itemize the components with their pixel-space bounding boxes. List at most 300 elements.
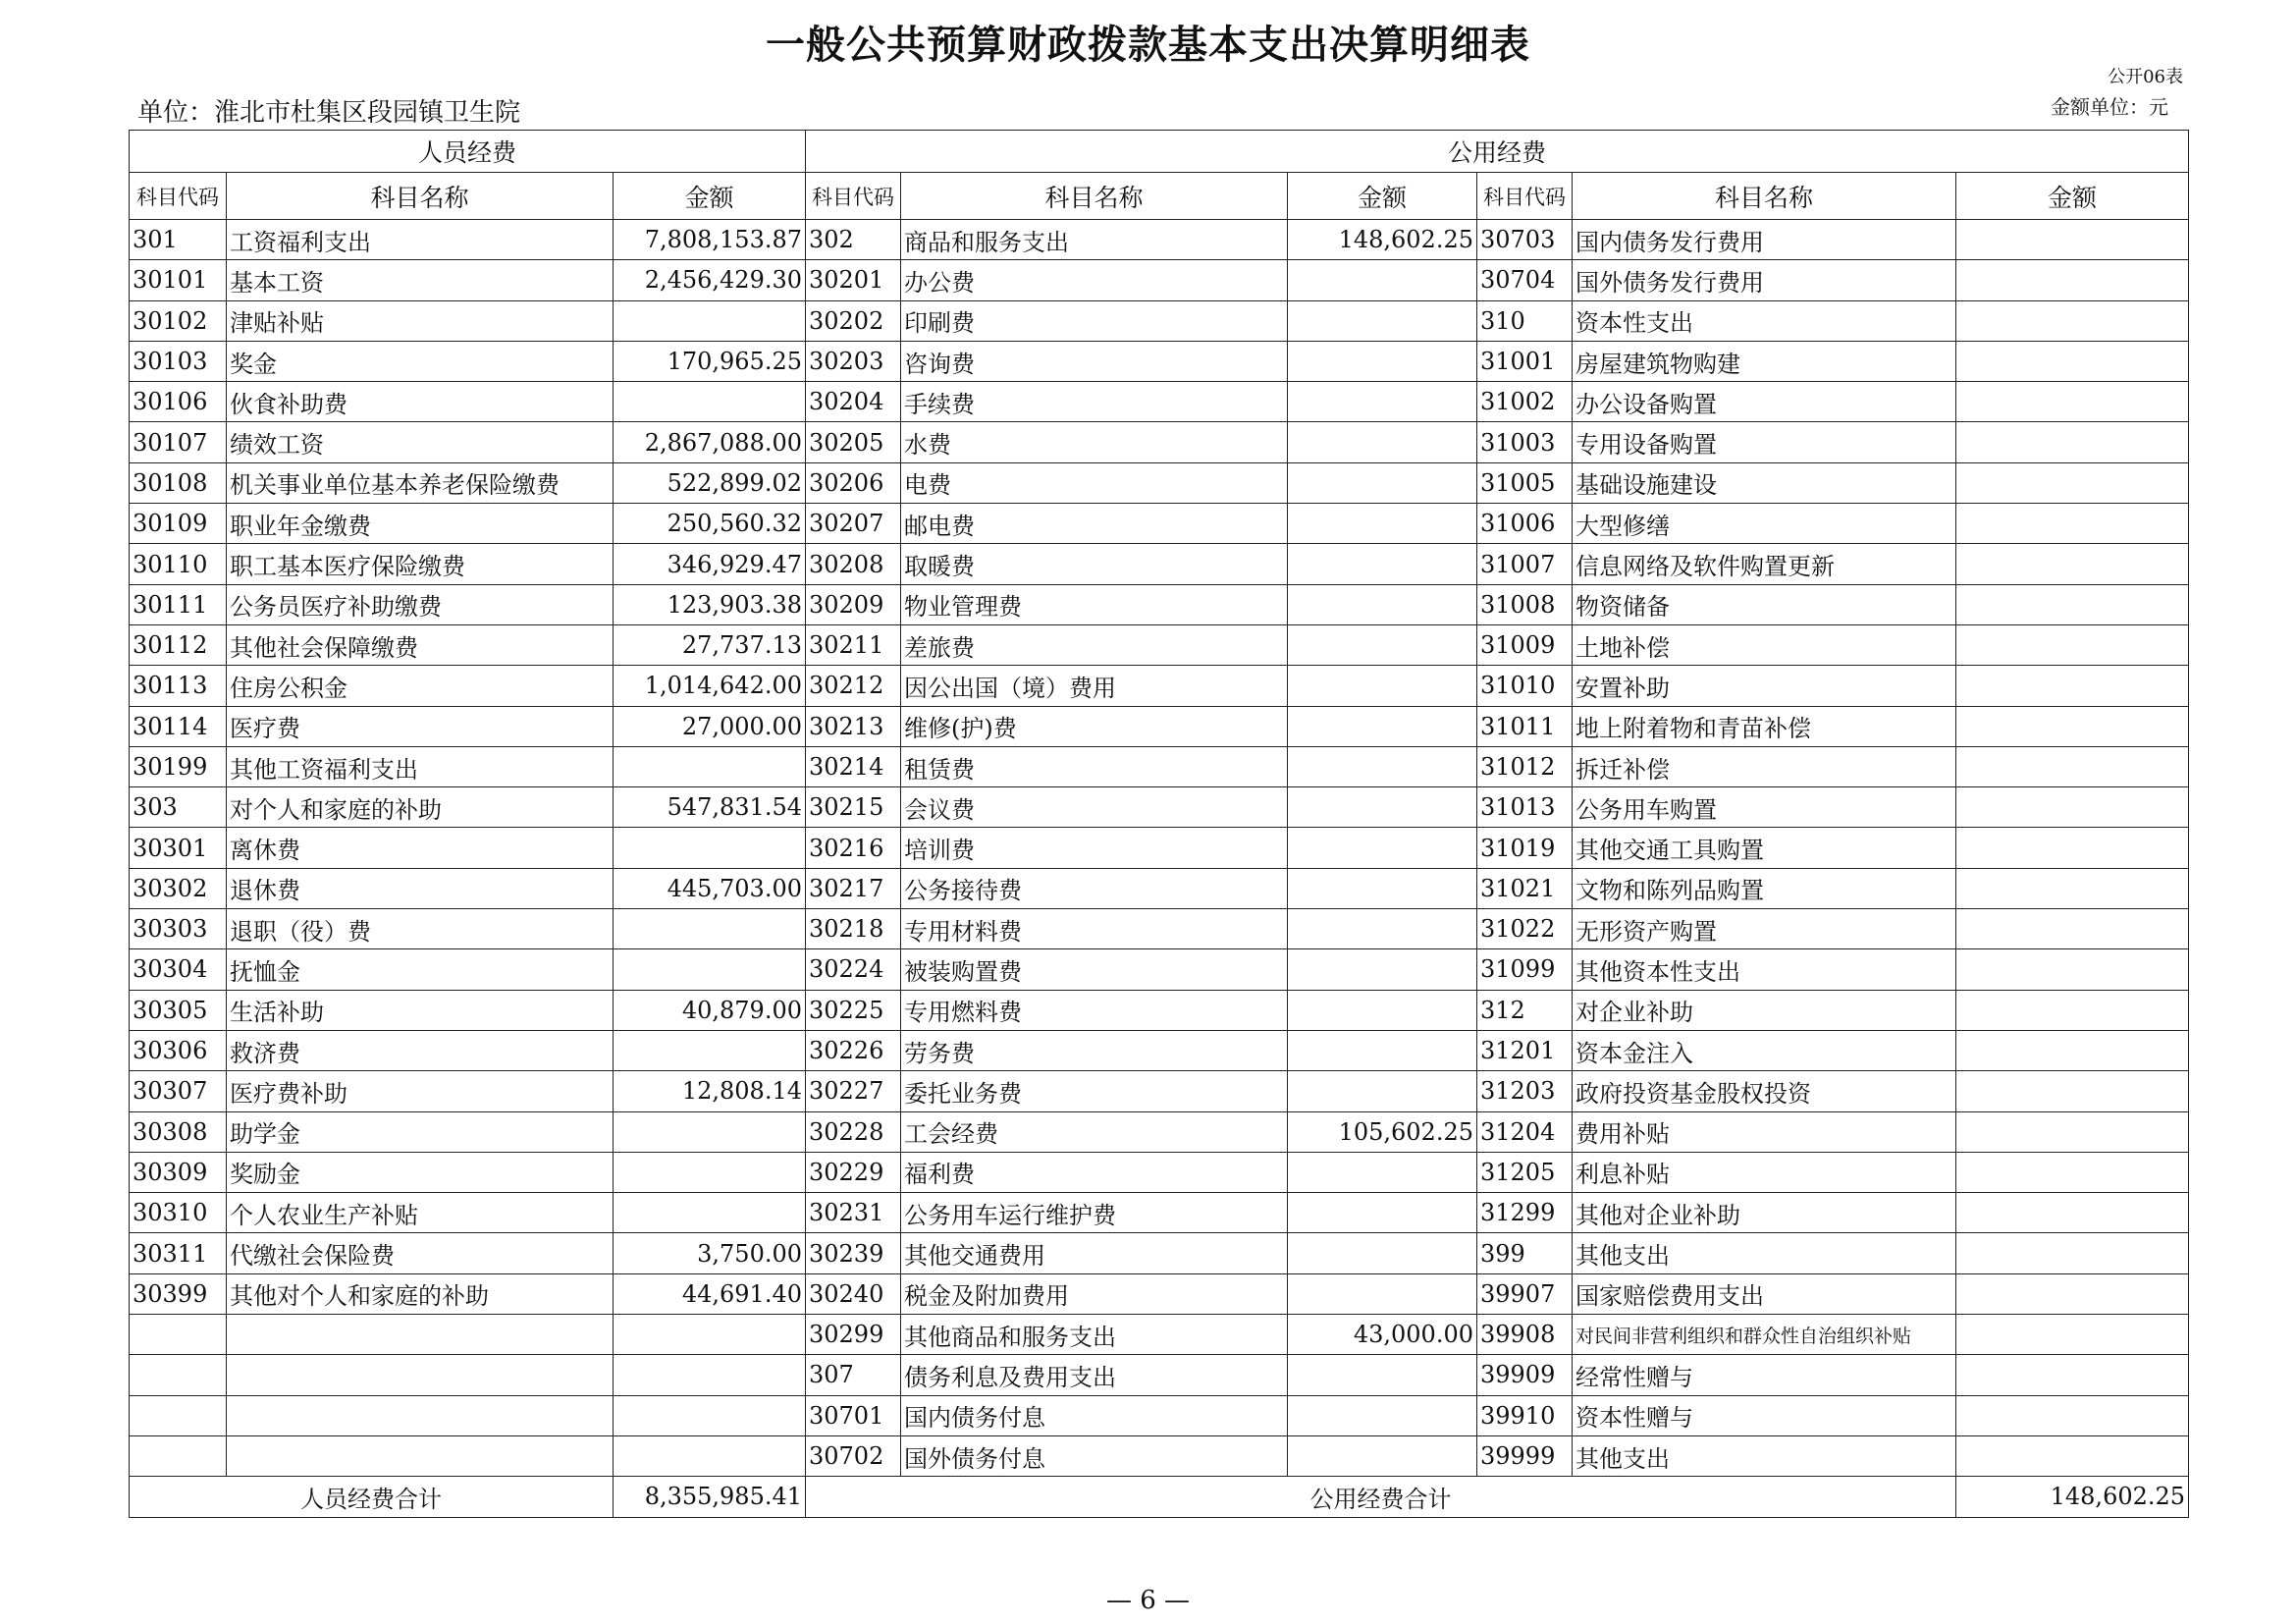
public-amount-cell — [1288, 990, 1477, 1030]
column-header-name: 科目名称 — [1573, 173, 1956, 220]
public-group-header: 公用经费 — [806, 131, 2189, 173]
public-name-cell: 其他交通费用 — [901, 1233, 1288, 1273]
public-code-cell: 31003 — [1477, 422, 1573, 462]
public-name-cell: 其他支出 — [1573, 1233, 1956, 1273]
personnel-code-cell: 30111 — [130, 584, 227, 624]
personnel-name-cell: 抚恤金 — [227, 949, 614, 990]
public-amount-cell — [1288, 1435, 1477, 1476]
table-row — [130, 300, 2189, 341]
personnel-code-cell — [130, 1315, 227, 1355]
public-amount-cell — [1288, 260, 1477, 300]
public-amount-cell — [1956, 868, 2189, 908]
personnel-name-cell: 对个人和家庭的补助 — [227, 787, 614, 828]
public-code-cell: 30299 — [806, 1315, 901, 1355]
public-amount-cell — [1956, 1315, 2189, 1355]
public-code-cell: 30240 — [806, 1273, 901, 1314]
personnel-name-cell: 助学金 — [227, 1111, 614, 1152]
public-amount-cell — [1288, 584, 1477, 624]
public-code-cell: 30203 — [806, 341, 901, 381]
public-code-cell: 30207 — [806, 504, 901, 544]
public-name-cell: 租赁费 — [901, 746, 1288, 786]
public-code-cell: 30231 — [806, 1193, 901, 1233]
public-name-cell: 维修(护)费 — [901, 706, 1288, 746]
public-code-cell: 30701 — [806, 1395, 901, 1435]
public-name-cell: 办公设备购置 — [1573, 382, 1956, 422]
personnel-amount-cell: 2,456,429.30 — [614, 260, 806, 300]
personnel-amount-cell — [614, 909, 806, 949]
table-row — [130, 1111, 2189, 1152]
table-row — [130, 1152, 2189, 1192]
public-amount-cell — [1956, 260, 2189, 300]
personnel-code-cell: 303 — [130, 787, 227, 828]
public-code-cell: 307 — [806, 1355, 901, 1395]
public-code-cell: 39999 — [1477, 1435, 1573, 1476]
public-name-cell: 资本性赠与 — [1573, 1395, 1956, 1435]
personnel-amount-cell: 445,703.00 — [614, 868, 806, 908]
table-row — [130, 1315, 2189, 1355]
report-title: 一般公共预算财政拨款基本支出决算明细表 — [766, 23, 1530, 68]
public-amount-cell: 43,000.00 — [1288, 1315, 1477, 1355]
public-code-cell: 31002 — [1477, 382, 1573, 422]
public-code-cell: 30201 — [806, 260, 901, 300]
public-code-cell: 30206 — [806, 462, 901, 503]
public-amount-cell — [1288, 1355, 1477, 1395]
personnel-amount-cell — [614, 1395, 806, 1435]
table-row — [130, 1435, 2189, 1476]
public-amount-cell — [1956, 1355, 2189, 1395]
table-row — [130, 1071, 2189, 1111]
personnel-amount-cell — [614, 949, 806, 990]
public-name-cell: 无形资产购置 — [1573, 909, 1956, 949]
personnel-code-cell: 30108 — [130, 462, 227, 503]
public-name-cell: 资本金注入 — [1573, 1030, 1956, 1070]
public-amount-cell — [1288, 1152, 1477, 1192]
public-amount-cell — [1288, 341, 1477, 381]
public-code-cell: 31203 — [1477, 1071, 1573, 1111]
public-amount-cell — [1956, 584, 2189, 624]
personnel-name-cell: 离休费 — [227, 828, 614, 868]
public-amount-cell — [1956, 1435, 2189, 1476]
table-row — [130, 828, 2189, 868]
personnel-name-cell — [227, 1355, 614, 1395]
public-name-cell: 公务用车购置 — [1573, 787, 1956, 828]
personnel-code-cell: 30305 — [130, 990, 227, 1030]
public-code-cell: 31299 — [1477, 1193, 1573, 1233]
public-amount-cell — [1956, 1273, 2189, 1314]
public-amount-cell — [1288, 1395, 1477, 1435]
personnel-code-cell: 30110 — [130, 544, 227, 584]
public-code-cell: 30208 — [806, 544, 901, 584]
public-amount-cell — [1288, 666, 1477, 706]
public-name-cell: 专用材料费 — [901, 909, 1288, 949]
public-code-cell: 31001 — [1477, 341, 1573, 381]
public-name-cell: 工会经费 — [901, 1111, 1288, 1152]
public-amount-cell — [1288, 504, 1477, 544]
public-amount-cell — [1288, 544, 1477, 584]
column-header-amount: 金额 — [614, 173, 806, 220]
public-name-cell: 专用设备购置 — [1573, 422, 1956, 462]
public-name-cell: 国内债务付息 — [901, 1395, 1288, 1435]
public-amount-cell — [1288, 706, 1477, 746]
public-amount-cell — [1288, 1273, 1477, 1314]
public-code-cell: 30225 — [806, 990, 901, 1030]
public-name-cell: 委托业务费 — [901, 1071, 1288, 1111]
public-code-cell: 30204 — [806, 382, 901, 422]
public-code-cell: 31008 — [1477, 584, 1573, 624]
personnel-amount-cell: 170,965.25 — [614, 341, 806, 381]
personnel-code-cell: 30112 — [130, 624, 227, 665]
table-row — [130, 220, 2189, 260]
public-name-cell: 国外债务发行费用 — [1573, 260, 1956, 300]
personnel-amount-cell — [614, 1355, 806, 1395]
public-amount-cell — [1956, 382, 2189, 422]
public-code-cell: 31010 — [1477, 666, 1573, 706]
public-code-cell: 39910 — [1477, 1395, 1573, 1435]
public-code-cell: 39909 — [1477, 1355, 1573, 1395]
public-amount-cell — [1288, 1233, 1477, 1273]
public-code-cell: 30211 — [806, 624, 901, 665]
personnel-code-cell: 30399 — [130, 1273, 227, 1314]
public-name-cell: 房屋建筑物购建 — [1573, 341, 1956, 381]
public-name-cell: 邮电费 — [901, 504, 1288, 544]
personnel-name-cell: 其他社会保障缴费 — [227, 624, 614, 665]
public-name-cell: 办公费 — [901, 260, 1288, 300]
totals-row — [130, 1477, 2189, 1517]
table-row — [130, 1395, 2189, 1435]
public-code-cell: 31021 — [1477, 868, 1573, 908]
public-name-cell: 对企业补助 — [1573, 990, 1956, 1030]
personnel-code-cell: 30114 — [130, 706, 227, 746]
personnel-amount-cell — [614, 382, 806, 422]
public-name-cell: 印刷费 — [901, 300, 1288, 341]
table-row — [130, 787, 2189, 828]
form-number: 公开06表 — [2108, 67, 2183, 87]
personnel-name-cell: 医疗费补助 — [227, 1071, 614, 1111]
public-code-cell: 31205 — [1477, 1152, 1573, 1192]
personnel-amount-cell — [614, 1435, 806, 1476]
public-code-cell: 31007 — [1477, 544, 1573, 584]
personnel-name-cell: 其他工资福利支出 — [227, 746, 614, 786]
personnel-name-cell: 职工基本医疗保险缴费 — [227, 544, 614, 584]
personnel-amount-cell — [614, 828, 806, 868]
personnel-amount-cell: 7,808,153.87 — [614, 220, 806, 260]
public-name-cell: 经常性赠与 — [1573, 1355, 1956, 1395]
personnel-name-cell: 其他对个人和家庭的补助 — [227, 1273, 614, 1314]
page-number: — 6 — — [1105, 1586, 1191, 1615]
public-name-cell: 大型修缮 — [1573, 504, 1956, 544]
public-code-cell: 31019 — [1477, 828, 1573, 868]
public-code-cell: 30212 — [806, 666, 901, 706]
table-row — [130, 949, 2189, 990]
personnel-amount-cell: 2,867,088.00 — [614, 422, 806, 462]
personnel-amount-cell: 12,808.14 — [614, 1071, 806, 1111]
public-name-cell: 福利费 — [901, 1152, 1288, 1192]
public-name-cell: 对民间非营利组织和群众性自治组织补贴 — [1573, 1315, 1956, 1355]
public-name-cell: 取暖费 — [901, 544, 1288, 584]
public-name-cell: 其他交通工具购置 — [1573, 828, 1956, 868]
public-amount-cell — [1956, 504, 2189, 544]
personnel-name-cell: 工资福利支出 — [227, 220, 614, 260]
personnel-name-cell — [227, 1315, 614, 1355]
personnel-amount-cell — [614, 300, 806, 341]
public-name-cell: 商品和服务支出 — [901, 220, 1288, 260]
personnel-code-cell — [130, 1355, 227, 1395]
public-amount-cell — [1288, 462, 1477, 503]
table-row — [130, 868, 2189, 908]
table-row — [130, 1273, 2189, 1314]
column-header-code: 科目代码 — [806, 173, 901, 220]
public-amount-cell — [1288, 909, 1477, 949]
personnel-code-cell — [130, 1395, 227, 1435]
personnel-code-cell: 30199 — [130, 746, 227, 786]
public-amount-cell — [1288, 828, 1477, 868]
public-code-cell: 31013 — [1477, 787, 1573, 828]
personnel-amount-cell — [614, 1030, 806, 1070]
public-amount-cell — [1288, 382, 1477, 422]
personnel-name-cell: 公务员医疗补助缴费 — [227, 584, 614, 624]
personnel-name-cell: 退职（役）费 — [227, 909, 614, 949]
column-header-name: 科目名称 — [901, 173, 1288, 220]
personnel-amount-cell: 123,903.38 — [614, 584, 806, 624]
public-amount-cell — [1956, 300, 2189, 341]
personnel-code-cell: 30301 — [130, 828, 227, 868]
personnel-name-cell: 个人农业生产补贴 — [227, 1193, 614, 1233]
public-total-amount: 148,602.25 — [1956, 1477, 2189, 1517]
public-amount-cell — [1956, 1395, 2189, 1435]
public-name-cell: 债务利息及费用支出 — [901, 1355, 1288, 1395]
public-name-cell: 劳务费 — [901, 1030, 1288, 1070]
table-row — [130, 382, 2189, 422]
personnel-amount-cell: 3,750.00 — [614, 1233, 806, 1273]
personnel-code-cell: 30307 — [130, 1071, 227, 1111]
personnel-amount-cell: 346,929.47 — [614, 544, 806, 584]
personnel-amount-cell: 44,691.40 — [614, 1273, 806, 1314]
public-amount-cell — [1956, 220, 2189, 260]
personnel-name-cell — [227, 1395, 614, 1435]
public-name-cell: 其他对企业补助 — [1573, 1193, 1956, 1233]
public-name-cell: 会议费 — [901, 787, 1288, 828]
personnel-name-cell: 奖励金 — [227, 1152, 614, 1192]
table-row — [130, 1233, 2189, 1273]
personnel-code-cell: 30102 — [130, 300, 227, 341]
personnel-name-cell: 职业年金缴费 — [227, 504, 614, 544]
personnel-code-cell: 30113 — [130, 666, 227, 706]
public-amount-cell: 105,602.25 — [1288, 1111, 1477, 1152]
public-amount-cell — [1288, 787, 1477, 828]
public-amount-cell — [1956, 1111, 2189, 1152]
public-code-cell: 30214 — [806, 746, 901, 786]
personnel-group-header: 人员经费 — [130, 131, 806, 173]
personnel-code-cell: 30103 — [130, 341, 227, 381]
personnel-name-cell — [227, 1435, 614, 1476]
public-name-cell: 专用燃料费 — [901, 990, 1288, 1030]
personnel-code-cell: 30304 — [130, 949, 227, 990]
public-name-cell: 土地补偿 — [1573, 624, 1956, 665]
public-code-cell: 31011 — [1477, 706, 1573, 746]
public-name-cell: 拆迁补偿 — [1573, 746, 1956, 786]
personnel-code-cell: 30306 — [130, 1030, 227, 1070]
public-code-cell: 302 — [806, 220, 901, 260]
personnel-amount-cell — [614, 1111, 806, 1152]
table-row — [130, 462, 2189, 503]
public-code-cell: 30224 — [806, 949, 901, 990]
personnel-code-cell: 30311 — [130, 1233, 227, 1273]
personnel-name-cell: 伙食补助费 — [227, 382, 614, 422]
public-amount-cell — [1956, 422, 2189, 462]
personnel-name-cell: 基本工资 — [227, 260, 614, 300]
public-code-cell: 312 — [1477, 990, 1573, 1030]
public-code-cell: 30239 — [806, 1233, 901, 1273]
personnel-name-cell: 机关事业单位基本养老保险缴费 — [227, 462, 614, 503]
public-amount-cell — [1288, 1071, 1477, 1111]
personnel-code-cell: 30309 — [130, 1152, 227, 1192]
column-header-amount: 金额 — [1288, 173, 1477, 220]
public-name-cell: 费用补贴 — [1573, 1111, 1956, 1152]
public-amount-cell — [1956, 1152, 2189, 1192]
column-header-row — [130, 173, 2189, 220]
expenditure-detail-table — [129, 130, 2189, 1518]
personnel-code-cell: 30302 — [130, 868, 227, 908]
personnel-code-cell: 30310 — [130, 1193, 227, 1233]
public-code-cell: 30205 — [806, 422, 901, 462]
public-amount-cell — [1288, 949, 1477, 990]
public-amount-cell — [1288, 300, 1477, 341]
public-code-cell: 30702 — [806, 1435, 901, 1476]
public-name-cell: 政府投资基金股权投资 — [1573, 1071, 1956, 1111]
public-amount-cell — [1956, 909, 2189, 949]
public-amount-cell — [1956, 666, 2189, 706]
public-code-cell: 31201 — [1477, 1030, 1573, 1070]
public-name-cell: 其他支出 — [1573, 1435, 1956, 1476]
personnel-code-cell: 301 — [130, 220, 227, 260]
public-amount-cell — [1956, 706, 2189, 746]
table-row — [130, 1193, 2189, 1233]
public-name-cell: 公务接待费 — [901, 868, 1288, 908]
public-code-cell: 30216 — [806, 828, 901, 868]
public-name-cell: 国家赔偿费用支出 — [1573, 1273, 1956, 1314]
public-amount-cell — [1956, 1071, 2189, 1111]
public-total-label: 公用经费合计 — [806, 1477, 1956, 1517]
public-name-cell: 手续费 — [901, 382, 1288, 422]
table-row — [130, 624, 2189, 665]
currency-unit: 金额单位：元 — [2051, 95, 2168, 119]
public-amount-cell — [1288, 746, 1477, 786]
table-row — [130, 504, 2189, 544]
table-row — [130, 584, 2189, 624]
public-code-cell: 31099 — [1477, 949, 1573, 990]
public-amount-cell — [1956, 746, 2189, 786]
public-code-cell: 39908 — [1477, 1315, 1573, 1355]
personnel-name-cell: 退休费 — [227, 868, 614, 908]
public-name-cell: 信息网络及软件购置更新 — [1573, 544, 1956, 584]
public-amount-cell — [1956, 828, 2189, 868]
table-row — [130, 746, 2189, 786]
public-amount-cell — [1956, 1193, 2189, 1233]
table-row — [130, 909, 2189, 949]
personnel-name-cell: 生活补助 — [227, 990, 614, 1030]
public-amount-cell — [1288, 624, 1477, 665]
personnel-name-cell: 住房公积金 — [227, 666, 614, 706]
column-header-code: 科目代码 — [1477, 173, 1573, 220]
table-row — [130, 1355, 2189, 1395]
public-code-cell: 30228 — [806, 1111, 901, 1152]
table-row — [130, 706, 2189, 746]
public-name-cell: 税金及附加费用 — [901, 1273, 1288, 1314]
personnel-amount-cell — [614, 746, 806, 786]
personnel-name-cell: 绩效工资 — [227, 422, 614, 462]
personnel-amount-cell: 40,879.00 — [614, 990, 806, 1030]
public-amount-cell — [1956, 624, 2189, 665]
personnel-amount-cell: 27,737.13 — [614, 624, 806, 665]
public-name-cell: 其他商品和服务支出 — [901, 1315, 1288, 1355]
table-row — [130, 422, 2189, 462]
personnel-total-label: 人员经费合计 — [130, 1477, 614, 1517]
public-name-cell: 安置补助 — [1573, 666, 1956, 706]
public-name-cell: 差旅费 — [901, 624, 1288, 665]
public-amount-cell — [1956, 544, 2189, 584]
public-code-cell: 31012 — [1477, 746, 1573, 786]
public-amount-cell — [1288, 1030, 1477, 1070]
public-code-cell: 30202 — [806, 300, 901, 341]
public-code-cell: 399 — [1477, 1233, 1573, 1273]
public-amount-cell — [1956, 462, 2189, 503]
public-code-cell: 30226 — [806, 1030, 901, 1070]
public-name-cell: 水费 — [901, 422, 1288, 462]
personnel-amount-cell — [614, 1193, 806, 1233]
public-code-cell: 31009 — [1477, 624, 1573, 665]
personnel-code-cell: 30303 — [130, 909, 227, 949]
public-amount-cell — [1956, 787, 2189, 828]
personnel-code-cell — [130, 1435, 227, 1476]
public-name-cell: 电费 — [901, 462, 1288, 503]
table-row — [130, 341, 2189, 381]
personnel-total-amount: 8,355,985.41 — [614, 1477, 806, 1517]
public-name-cell: 地上附着物和青苗补偿 — [1573, 706, 1956, 746]
public-name-cell: 物资储备 — [1573, 584, 1956, 624]
public-code-cell: 30229 — [806, 1152, 901, 1192]
public-code-cell: 39907 — [1477, 1273, 1573, 1314]
public-name-cell: 基础设施建设 — [1573, 462, 1956, 503]
table-row — [130, 990, 2189, 1030]
public-code-cell: 31022 — [1477, 909, 1573, 949]
public-name-cell: 国内债务发行费用 — [1573, 220, 1956, 260]
personnel-code-cell: 30308 — [130, 1111, 227, 1152]
public-code-cell: 31005 — [1477, 462, 1573, 503]
personnel-amount-cell: 1,014,642.00 — [614, 666, 806, 706]
personnel-amount-cell: 250,560.32 — [614, 504, 806, 544]
public-amount-cell — [1288, 868, 1477, 908]
public-code-cell: 30217 — [806, 868, 901, 908]
public-name-cell: 培训费 — [901, 828, 1288, 868]
public-name-cell: 文物和陈列品购置 — [1573, 868, 1956, 908]
public-name-cell: 因公出国（境）费用 — [901, 666, 1288, 706]
personnel-name-cell: 代缴社会保险费 — [227, 1233, 614, 1273]
personnel-name-cell: 医疗费 — [227, 706, 614, 746]
public-name-cell: 利息补贴 — [1573, 1152, 1956, 1192]
personnel-amount-cell — [614, 1152, 806, 1192]
public-code-cell: 30218 — [806, 909, 901, 949]
public-code-cell: 30213 — [806, 706, 901, 746]
public-name-cell: 公务用车运行维护费 — [901, 1193, 1288, 1233]
public-amount-cell — [1956, 990, 2189, 1030]
public-amount-cell — [1956, 949, 2189, 990]
public-code-cell: 30227 — [806, 1071, 901, 1111]
column-header-name: 科目名称 — [227, 173, 614, 220]
public-name-cell: 其他资本性支出 — [1573, 949, 1956, 990]
personnel-code-cell: 30106 — [130, 382, 227, 422]
public-amount-cell — [1288, 422, 1477, 462]
public-code-cell: 30209 — [806, 584, 901, 624]
